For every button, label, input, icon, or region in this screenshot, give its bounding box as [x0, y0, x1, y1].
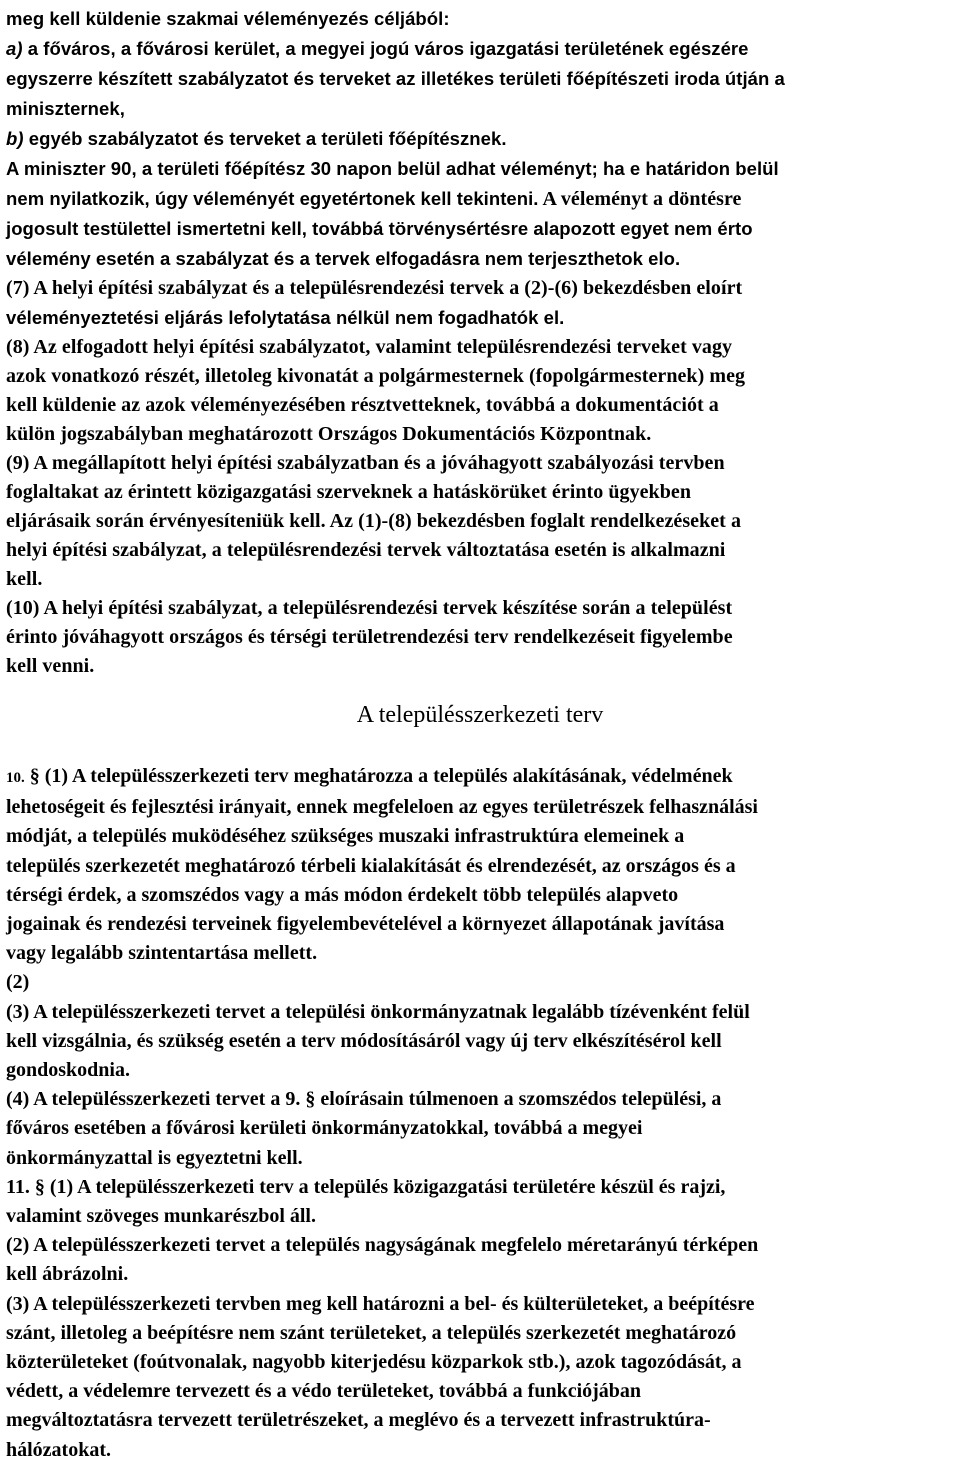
text-span: a főváros, a fővárosi kerület, a megyei jogú város igazgatási területének egészére — [22, 38, 749, 59]
text-span: vélemény esetén a szabályzat és a tervek elfogadásra nem terjeszthetok elo. — [6, 248, 681, 269]
text-line — [6, 968, 954, 997]
text-line — [6, 244, 954, 274]
text-span: külön jogszabályban meghatározott Országos Dokumentációs Központnak. — [6, 423, 652, 445]
text-line — [6, 1348, 954, 1377]
text-span: eljárásaik során érvényesíteniük kell. Az (1)-(8) bekezdésben foglalt rendelkezéseket a — [6, 510, 741, 532]
text-span: miniszternek, — [6, 98, 125, 119]
text-span: 10. — [6, 770, 25, 786]
text-line — [6, 1173, 954, 1202]
text-span: (9) A megállapított helyi építési szabályzatban és a jóváhagyott szabályozási tervben — [6, 452, 725, 474]
text-span: közterületeket (foútvonalak, nagyobb kiterjedésu közparkok stb.), azok tagozódását, a — [6, 1351, 742, 1374]
text-span: (2) — [6, 971, 30, 994]
text-span: védett, a védelemre tervezett és a védo területeket, továbbá a funkciójában — [6, 1380, 642, 1403]
text-span: A miniszter 90, a területi főépítész 30 napon belül adhat véleményt; ha e határidon belül — [6, 158, 779, 179]
text-span: azok vonatkozó részét, illetoleg kivonatát a polgármesternek (fopolgármesternek) meg — [6, 365, 746, 387]
text-span: A véleményt a döntésre — [538, 188, 742, 210]
text-line — [6, 124, 954, 154]
text-span: szánt, illetoleg a beépítésre nem szánt területeket, a település szerkezetét meghatározó — [6, 1321, 737, 1344]
text-span: térségi érdek, a szomszédos vagy a más módon érdekelt több település alapveto — [6, 883, 679, 906]
text-line — [6, 449, 954, 478]
text-line — [6, 762, 954, 793]
text-line — [6, 939, 954, 968]
text-span: valamint szöveges munkarészbol áll. — [6, 1205, 316, 1228]
text-span: gondoskodnia. — [6, 1059, 130, 1082]
text-line — [6, 303, 954, 333]
text-line — [6, 154, 954, 184]
text-span: megváltoztatásra tervezett területrészeket, a meglévo és a tervezett infrastruktúra- — [6, 1409, 711, 1432]
text-span: meg kell küldenie szakmai véleményezés céljából: — [6, 8, 450, 29]
text-line — [6, 652, 954, 681]
text-span: jogainak és rendezési terveinek figyelembevételével a környezet állapotának javítása — [6, 913, 725, 936]
text-line — [6, 1406, 954, 1435]
text-line — [6, 998, 954, 1027]
text-span: § (1) A településszerkezeti terv meghatározza a település alakításának, védelmének — [24, 765, 733, 787]
text-line — [6, 1114, 954, 1143]
document-lower-block — [6, 762, 954, 1465]
text-line — [6, 94, 954, 124]
text-span: 11. § (1) A településszerkezeti terv a település közigazgatási területére készül és rajzi, — [6, 1175, 726, 1198]
text-line — [6, 1377, 954, 1406]
text-span: a) — [6, 38, 23, 59]
text-line — [6, 1056, 954, 1085]
text-line — [6, 565, 954, 594]
text-span: foglaltakat az érintett közigazgatási szerveknek a hatáskörüket érinto ügyekben — [6, 481, 691, 503]
text-span: önkormányzattal is egyeztetni kell. — [6, 1146, 303, 1169]
text-span: egyéb szabályzatot és terveket a területi főépítésznek. — [23, 128, 507, 149]
section-heading: A településszerkezeti terv — [356, 702, 604, 728]
text-line — [6, 34, 954, 64]
text-span: település szerkezetét meghatározó térbeli kialakítását és elrendezését, az országos és a — [6, 854, 736, 877]
text-line — [6, 822, 954, 851]
text-line — [6, 1085, 954, 1114]
text-span: (7) A helyi építési szabályzat és a településrendezési tervek a (2)-(6) bekezdésben eloírt — [6, 277, 743, 299]
text-span: főváros esetében a fővárosi kerületi önkormányzatokkal, továbbá a megyei — [6, 1117, 643, 1140]
text-span: kell. — [6, 568, 43, 590]
text-span: (10) A helyi építési szabályzat, a településrendezési tervek készítése során a települést — [6, 597, 733, 619]
text-span: kell venni. — [6, 655, 95, 677]
text-line — [6, 64, 954, 94]
text-line — [6, 793, 954, 822]
text-line — [6, 623, 954, 652]
text-span: nem nyilatkozik, úgy véleményét egyetértonek kell tekinteni. — [6, 188, 539, 209]
text-line — [6, 478, 954, 507]
text-span: érinto jóváhagyott országos és térségi területrendezési terv rendelkezéseit figyelembe — [6, 626, 733, 648]
text-span: (3) A településszerkezeti tervben meg kell határozni a bel- és külterületeket, a beépítésre — [6, 1292, 755, 1315]
text-line — [6, 333, 954, 362]
text-line — [6, 274, 954, 303]
text-span: (8) Az elfogadott helyi építési szabályzatot, valamint településrendezési terveket vagy — [6, 336, 733, 358]
text-span: kell küldenie az azok véleményezésében résztvetteknek, továbbá a dokumentációt a — [6, 394, 719, 416]
text-span: (3) A településszerkezeti tervet a települési önkormányzatnak legalább tízévenként felül — [6, 1000, 750, 1023]
text-line — [6, 594, 954, 623]
text-span: lehetoségeit és fejlesztési irányait, ennek megfeleloen az egyes területrészek felhasználási — [6, 796, 758, 819]
text-line — [6, 184, 954, 214]
text-span: (4) A településszerkezeti tervet a 9. § eloírásain túlmenoen a szomszédos települési, a — [6, 1088, 722, 1111]
text-line — [6, 1144, 954, 1173]
text-line — [6, 910, 954, 939]
text-line — [6, 4, 954, 34]
text-span: (2) A településszerkezeti tervet a település nagyságának megfelelo méretarányú térképen — [6, 1234, 759, 1257]
text-span: jogosult testülettel ismertetni kell, továbbá törvénysértésre alapozott egyet nem érto — [6, 218, 753, 239]
text-line — [6, 536, 954, 565]
text-span: egyszerre készített szabályzatot és terveket az illetékes területi főépítészeti iroda útján a — [6, 68, 785, 89]
text-span: vagy legalább szintentartása mellett. — [6, 942, 318, 965]
text-line — [6, 1290, 954, 1319]
text-span: kell ábrázolni. — [6, 1263, 129, 1286]
text-span: b) — [6, 128, 24, 149]
text-line — [6, 1027, 954, 1056]
text-line — [6, 1436, 954, 1465]
text-line — [6, 1231, 954, 1260]
text-line — [6, 362, 954, 391]
text-line — [6, 1319, 954, 1348]
text-line — [6, 852, 954, 881]
text-span: kell vizsgálnia, és szükség esetén a terv módosításáról vagy új terv elkészítésérol kell — [6, 1029, 722, 1052]
text-line — [6, 1260, 954, 1289]
text-span: véleményeztetési eljárás lefolytatása nélkül nem fogadhatók el. — [6, 307, 565, 328]
text-line — [6, 420, 954, 449]
text-line — [6, 1202, 954, 1231]
document-upper-block — [6, 4, 954, 681]
text-line — [6, 507, 954, 536]
text-span: hálózatokat. — [6, 1438, 111, 1461]
text-line — [6, 214, 954, 244]
text-span: helyi építési szabályzat, a településrendezési tervek változtatása esetén is alkalmazni — [6, 539, 726, 561]
text-span: módját, a település muködéséhez szükséges muszaki infrastruktúra elemeinek a — [6, 825, 685, 848]
text-line — [6, 391, 954, 420]
text-line — [6, 881, 954, 910]
